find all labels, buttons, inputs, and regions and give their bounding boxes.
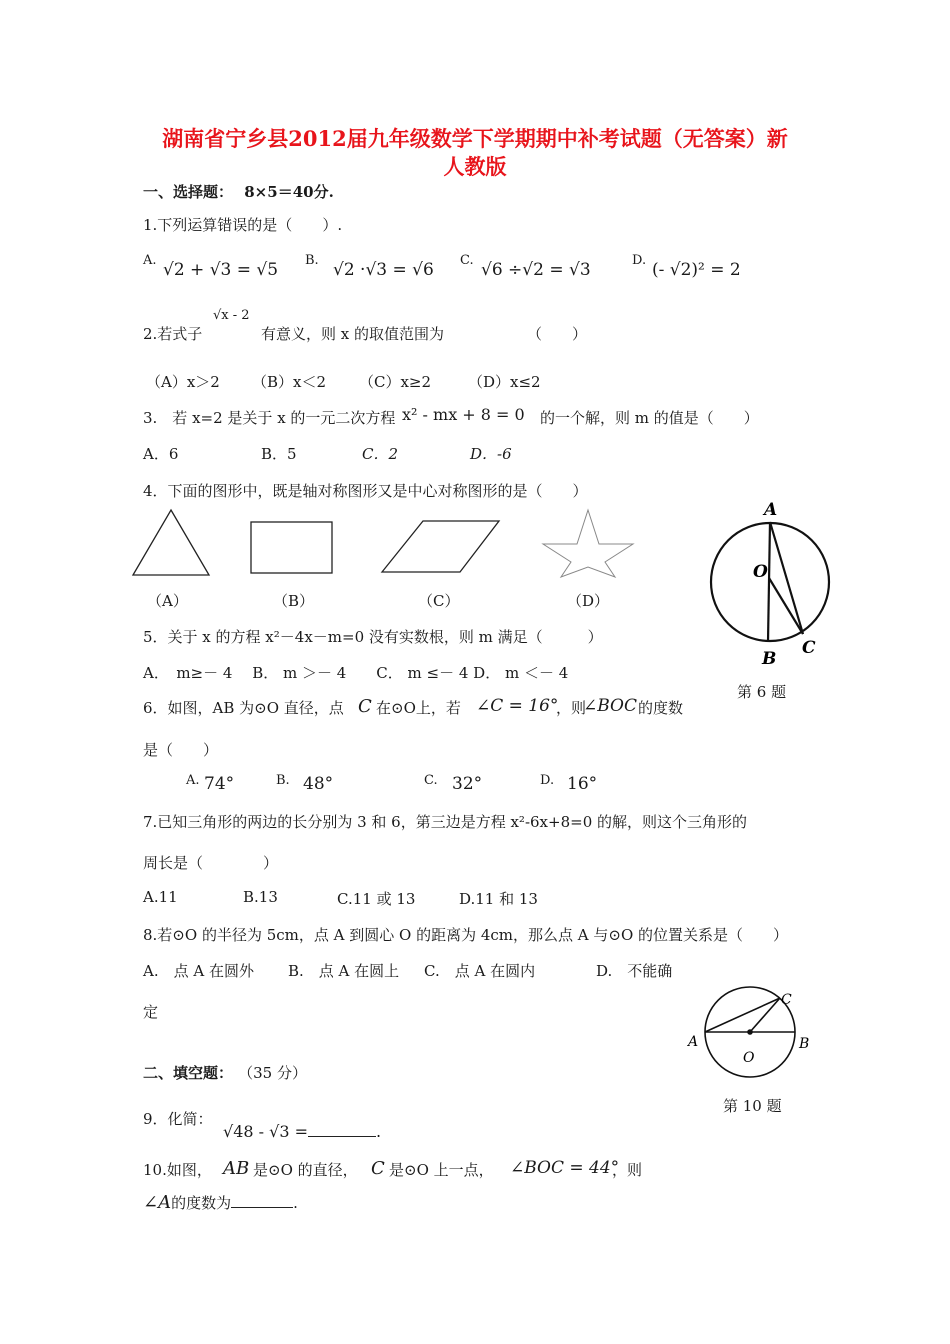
q6-point: C bbox=[358, 696, 372, 717]
q6-a-val: 74° bbox=[204, 774, 235, 794]
q2-radical: √x - 2 bbox=[213, 308, 250, 323]
q10-stem-before: 10.如图， bbox=[143, 1161, 212, 1179]
q10-figure bbox=[680, 982, 820, 1082]
section1-title: 一、选择题： bbox=[143, 183, 234, 201]
q10-answer-blank[interactable] bbox=[231, 1193, 293, 1208]
q10-label-o: O bbox=[743, 1050, 755, 1066]
q10-is-point: 是⊙O 上一点， bbox=[389, 1161, 494, 1179]
q6-d-val: 16° bbox=[567, 774, 598, 794]
q8-line3: 定 bbox=[143, 1003, 159, 1021]
triangle-shape bbox=[133, 510, 209, 575]
section2-score: （35 分） bbox=[238, 1064, 307, 1082]
q8-opt-a: A. 点 A 在圆外 bbox=[143, 962, 254, 980]
q4-stem: 4．下面的图形中，既是轴对称图形又是中心对称图形的是（ ） bbox=[143, 482, 588, 500]
q7-opt-a: A.11 bbox=[143, 888, 178, 906]
q9-end: . bbox=[376, 1122, 382, 1141]
q3-equation: x² - mx + 8 = 0 bbox=[402, 405, 525, 424]
q3-opt-a: A．6 bbox=[143, 445, 179, 463]
q2-opt-c: （C）x≥2 bbox=[359, 373, 432, 391]
q9-stem: 9．化简： bbox=[143, 1110, 213, 1128]
q7-line2: 周长是（ ） bbox=[143, 854, 279, 872]
doc-title-line2: 人教版 bbox=[443, 154, 507, 179]
q6-line2: 是（ ） bbox=[143, 741, 219, 759]
q6-c-label: C. bbox=[424, 773, 438, 788]
q4-label-a: （A） bbox=[147, 592, 188, 610]
q10-target: ∠A bbox=[143, 1192, 172, 1213]
q8-opt-d: D. 不能确 bbox=[596, 962, 673, 980]
q3-opt-d: D．-6 bbox=[470, 445, 512, 463]
q10-c: C bbox=[371, 1158, 385, 1179]
q6-c-val: 32° bbox=[452, 774, 483, 794]
q7-opt-c: C.11 或 13 bbox=[337, 890, 416, 908]
q4-figures bbox=[125, 505, 645, 585]
q4-label-d: （D） bbox=[567, 592, 610, 610]
q10-angle: ∠BOC = 44° bbox=[510, 1158, 620, 1178]
q2-opt-b: （B）x＜2 bbox=[252, 373, 327, 391]
q10-label-c: C bbox=[781, 992, 792, 1008]
q8-opt-c: C. 点 A 在圆内 bbox=[424, 962, 536, 980]
q1-a-expr: √2 + √3 = √5 bbox=[163, 260, 279, 280]
q1-c-expr: √6 ÷√2 = √3 bbox=[481, 260, 591, 280]
q2-paren: （ ） bbox=[527, 325, 588, 343]
q6-fig-caption: 第 6 题 bbox=[737, 683, 787, 701]
q9-expr: √48 - √3 = bbox=[223, 1122, 308, 1141]
q2-stem bbox=[143, 323, 202, 344]
q2-stem-after: 有意义，则 x 的取值范围为 bbox=[261, 325, 444, 343]
rectangle-shape bbox=[251, 522, 332, 573]
q1-b-expr: √2 ·√3 = √6 bbox=[333, 260, 434, 280]
q10-label-a: A bbox=[688, 1034, 699, 1050]
q5-options: A． m≥－ 4 B． m ＞－ 4 C． m ≤－ 4 D． m ＜－ 4 bbox=[143, 664, 569, 682]
q3-opt-b: B．5 bbox=[261, 445, 297, 463]
section1-heading bbox=[143, 181, 334, 202]
q6-stem-after: ，则 bbox=[556, 699, 587, 717]
q1-a-label: A. bbox=[143, 253, 157, 268]
q6-b-val: 48° bbox=[303, 774, 334, 794]
q6-label-c: C bbox=[802, 638, 816, 658]
section1-score: 8×5＝40分. bbox=[244, 183, 334, 201]
q10-end: . bbox=[293, 1194, 298, 1212]
q6-a-label: A. bbox=[186, 773, 200, 788]
q7-line1: 7.已知三角形的两边的长分别为 3 和 6，第三边是方程 x²-6x+8=0 的解，则这个三角形的 bbox=[143, 813, 748, 831]
q1-c-label: C. bbox=[460, 253, 474, 268]
q1-d-label: D. bbox=[632, 253, 647, 268]
section2-heading bbox=[143, 1062, 307, 1083]
q10-label-b: B bbox=[799, 1036, 810, 1052]
star-shape bbox=[543, 510, 633, 577]
q7-opt-b: B.13 bbox=[243, 888, 278, 906]
q10-fig-caption: 第 10 题 bbox=[723, 1097, 782, 1115]
q6-stem-before: 6．如图，AB 为⊙O 直径，点 bbox=[143, 699, 344, 717]
q2-stem-before: 2.若式子 bbox=[143, 325, 203, 343]
q6-label-o: O bbox=[753, 562, 768, 582]
q1-d-expr: (- √2)² = 2 bbox=[652, 260, 741, 280]
q4-label-c: （C） bbox=[418, 592, 460, 610]
doc-title-line1: 湖南省宁乡县2012届九年级数学下学期期中补考试题（无答案）新 bbox=[162, 126, 788, 151]
q10-then: ，则 bbox=[612, 1161, 643, 1179]
q8-stem: 8.若⊙O 的半径为 5cm，点 A 到圆心 O 的距离为 4cm，那么点 A 与⊙O 的位置关系是（ ） bbox=[143, 926, 789, 944]
q6-stem-end: 的度数 bbox=[638, 699, 684, 717]
q2-opt-a: （A）x＞2 bbox=[146, 373, 220, 391]
q10-ab: AB bbox=[223, 1158, 250, 1179]
q10-tail: 的度数为 bbox=[171, 1194, 232, 1212]
q10-line2 bbox=[143, 1192, 298, 1213]
q6-label-a: A bbox=[764, 500, 778, 520]
section2-title: 二、填空题： bbox=[143, 1064, 234, 1082]
q1-stem: 1.下列运算错误的是（ ）. bbox=[143, 216, 343, 234]
q6-angle: ∠C = 16° bbox=[476, 696, 559, 716]
q6-stem-mid: 在⊙O上，若 bbox=[376, 699, 461, 717]
q6-target: ∠BOC bbox=[583, 696, 637, 716]
q10-is-diameter: 是⊙O 的直径， bbox=[253, 1161, 358, 1179]
q6-label-b: B bbox=[762, 649, 777, 669]
q1-b-label: B. bbox=[305, 253, 319, 268]
q6-d-label: D. bbox=[540, 773, 555, 788]
q4-label-b: （B） bbox=[273, 592, 315, 610]
q2-opt-d: （D）x≤2 bbox=[468, 373, 541, 391]
q9-answer-blank[interactable] bbox=[308, 1122, 376, 1137]
parallelogram-shape bbox=[382, 521, 499, 572]
q3-stem-before: 3. 若 x=2 是关于 x 的一元二次方程 bbox=[143, 409, 396, 427]
q5-stem: 5．关于 x 的方程 x²－4x－m=0 没有实数根，则 m 满足（ ） bbox=[143, 628, 603, 646]
q8-opt-b: B. 点 A 在圆上 bbox=[288, 962, 400, 980]
q6-figure bbox=[700, 496, 840, 671]
q3-opt-c: C．2 bbox=[362, 445, 399, 463]
q7-opt-d: D.11 和 13 bbox=[459, 890, 538, 908]
q6-b-label: B. bbox=[276, 773, 290, 788]
q9-expr-row bbox=[223, 1122, 381, 1141]
q3-stem-after: 的一个解，则 m 的值是（ ） bbox=[540, 409, 759, 427]
